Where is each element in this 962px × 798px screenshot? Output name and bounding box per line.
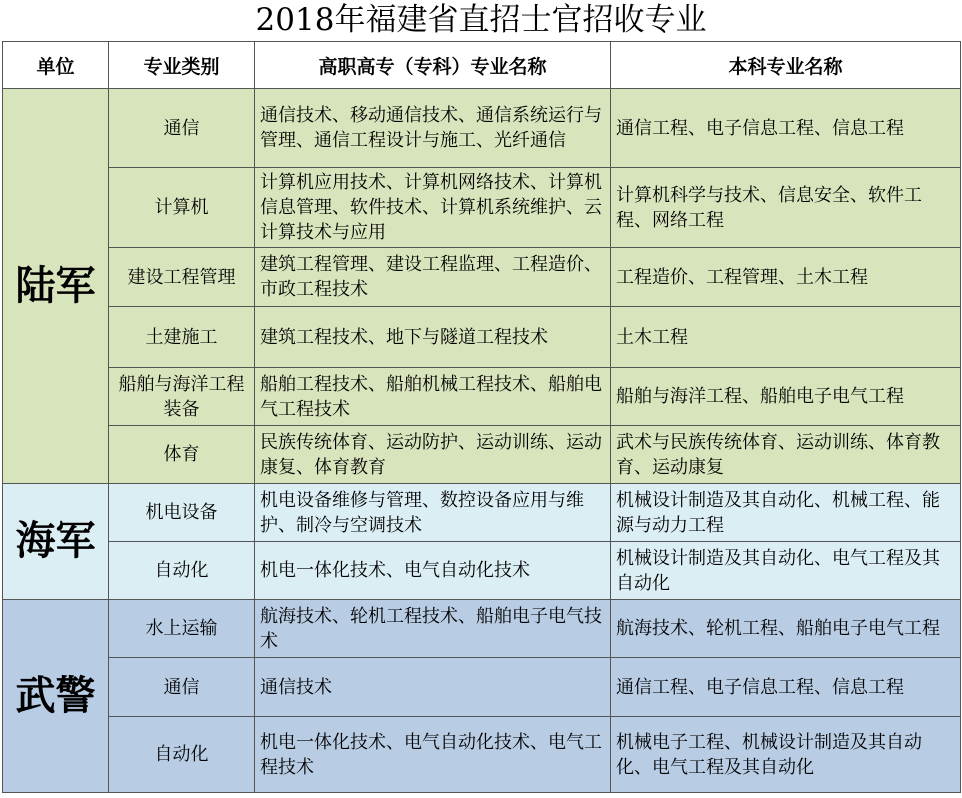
category-cell: 自动化 [109, 542, 255, 600]
category-cell: 通信 [109, 658, 255, 717]
table-row [3, 658, 961, 717]
undergrad-cell: 航海技术、轮机工程、船舶电子电气工程 [611, 600, 961, 658]
header-row [3, 42, 961, 89]
table-row [3, 307, 961, 368]
category-cell: 船舶与海洋工程装备 [109, 368, 255, 426]
table-row [3, 542, 961, 600]
undergrad-cell: 机械电子工程、机械设计制造及其自动化、电气工程及其自动化 [611, 717, 961, 793]
vocational-cell: 建筑工程管理、建设工程监理、工程造价、市政工程技术 [255, 248, 611, 307]
undergrad-cell: 船舶与海洋工程、船舶电子电气工程 [611, 368, 961, 426]
category-cell: 土建施工 [109, 307, 255, 368]
vocational-cell: 建筑工程技术、地下与隧道工程技术 [255, 307, 611, 368]
category-cell: 建设工程管理 [109, 248, 255, 307]
table-row [3, 484, 961, 542]
category-cell: 机电设备 [109, 484, 255, 542]
table-row [3, 89, 961, 168]
undergrad-cell: 工程造价、工程管理、土木工程 [611, 248, 961, 307]
header-vocational: 高职高专（专科）专业名称 [255, 42, 611, 89]
vocational-cell: 机电一体化技术、电气自动化技术 [255, 542, 611, 600]
table-row [3, 248, 961, 307]
majors-table [2, 41, 961, 793]
undergrad-cell: 机械设计制造及其自动化、机械工程、能源与动力工程 [611, 484, 961, 542]
header-category: 专业类别 [109, 42, 255, 89]
category-cell: 计算机 [109, 168, 255, 248]
category-cell: 水上运输 [109, 600, 255, 658]
unit-cell-armed-police: 武警 [3, 600, 109, 793]
vocational-cell: 通信技术 [255, 658, 611, 717]
vocational-cell: 机电设备维修与管理、数控设备应用与维护、制冷与空调技术 [255, 484, 611, 542]
undergrad-cell: 通信工程、电子信息工程、信息工程 [611, 658, 961, 717]
table-row [3, 600, 961, 658]
table-row [3, 168, 961, 248]
page-title: 2018年福建省直招士官招收专业 [255, 2, 707, 38]
header-unit: 单位 [3, 42, 109, 89]
table-row [3, 426, 961, 484]
undergrad-cell: 土木工程 [611, 307, 961, 368]
undergrad-cell: 武术与民族传统体育、运动训练、体育教育、运动康复 [611, 426, 961, 484]
vocational-cell: 航海技术、轮机工程技术、船舶电子电气技术 [255, 600, 611, 658]
vocational-cell: 民族传统体育、运动防护、运动训练、运动康复、体育教育 [255, 426, 611, 484]
category-cell: 自动化 [109, 717, 255, 793]
vocational-cell: 机电一体化技术、电气自动化技术、电气工程技术 [255, 717, 611, 793]
table-row [3, 717, 961, 793]
undergrad-cell: 计算机科学与技术、信息安全、软件工程、网络工程 [611, 168, 961, 248]
undergrad-cell: 机械设计制造及其自动化、电气工程及其自动化 [611, 542, 961, 600]
vocational-cell: 船舶工程技术、船舶机械工程技术、船舶电气工程技术 [255, 368, 611, 426]
category-cell: 通信 [109, 89, 255, 168]
unit-cell-army: 陆军 [3, 89, 109, 484]
undergrad-cell: 通信工程、电子信息工程、信息工程 [611, 89, 961, 168]
category-cell: 体育 [109, 426, 255, 484]
header-undergrad: 本科专业名称 [611, 42, 961, 89]
unit-cell-navy: 海军 [3, 484, 109, 600]
vocational-cell: 计算机应用技术、计算机网络技术、计算机信息管理、软件技术、计算机系统维护、云计算技术与应用 [255, 168, 611, 248]
vocational-cell: 通信技术、移动通信技术、通信系统运行与管理、通信工程设计与施工、光纤通信 [255, 89, 611, 168]
table-row [3, 368, 961, 426]
